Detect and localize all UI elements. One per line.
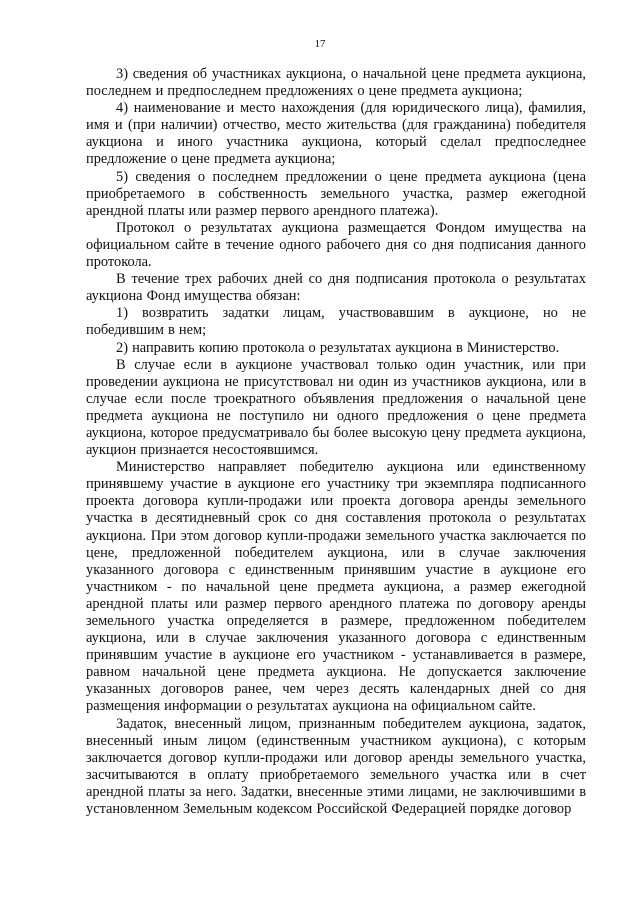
page-number: 17 bbox=[314, 38, 326, 50]
document-body bbox=[86, 66, 586, 818]
paragraph: В случае если в аукционе участвовал только один участник, или при проведении аукциона не присутствовал ни один из участников аукциона, или в случае если после троекратного объявления предложения о начальной цене предмета аукциона не поступило ни одного предложения о цене предмета аукциона, которое предусматривало бы более высокую цену предмета аукциона, аукцион признается несостоявшимся. bbox=[86, 356, 586, 459]
paragraph: Министерство направляет победителю аукциона или единственному принявшему участие в аукционе его участнику три экземпляра подписанного проекта договора купли-продажи или проекта договора аренды земельного участка в десятидневный срок со дня составления протокола о результатах аукциона. При этом договор купли-продажи земельного участка заключается по цене, предложенной победителем аукциона, или в случае заключения указанного договора с единственным принявшим участие в аукционе его участником - по начальной цене предмета аукциона, а размер ежегодной арендной платы или размер первого арендного платежа по договору аренды земельного участка определяется в размере, предложенном победителем аукциона, или в случае заключения указанного договора с единственным принявшим участие в аукционе его участником - устанавливается в размере, равном начальной цене предмета аукциона. Не допускается заключение указанных договоров ранее, чем через десять календарных дней со дня размещения информации о результатах аукциона на официальном сайте. bbox=[86, 459, 586, 715]
paragraph: 2) направить копию протокола о результатах аукциона в Министерство. bbox=[116, 339, 560, 356]
paragraph: В течение трех рабочих дней со дня подписания протокола о результатах аукциона Фонд имущества обязан: bbox=[86, 271, 586, 305]
paragraph: 1) возвратить задатки лицам, участвовавшим в аукционе, но не победившим в нем; bbox=[86, 305, 586, 339]
paragraph: 4) наименование и место нахождения (для юридического лица), фамилия, имя и (при наличии) отчество, место жительства (для гражданина) победителя аукциона и иного участника аукциона, который сделал предпоследнее предложение о цене предмета аукциона; bbox=[86, 100, 586, 168]
paragraph: Задаток, внесенный лицом, признанным победителем аукциона, задаток, внесенный иным лицом (единственным участником аукциона), с которым заключается договор купли-продажи или договор аренды земельного участка, засчитываются в оплату приобретаемого земельного участка или в счет арендной платы за него. Задатки, внесенные этими лицами, не заключившими в установленном Земельным кодексом Российской Федерацией порядке договор bbox=[86, 715, 586, 818]
paragraph: Протокол о результатах аукциона размещается Фондом имущества на официальном сайте в течение одного рабочего дня со дня подписания данного протокола. bbox=[86, 219, 586, 271]
paragraph: 5) сведения о последнем предложении о цене предмета аукциона (цена приобретаемого в собственность земельного участка, размер ежегодной арендной платы или размер первого арендного платежа). bbox=[86, 168, 586, 219]
paragraph: 3) сведения об участниках аукциона, о начальной цене предмета аукциона, последнем и предпоследнем предложениях о цене предмета аукциона; bbox=[86, 66, 586, 100]
